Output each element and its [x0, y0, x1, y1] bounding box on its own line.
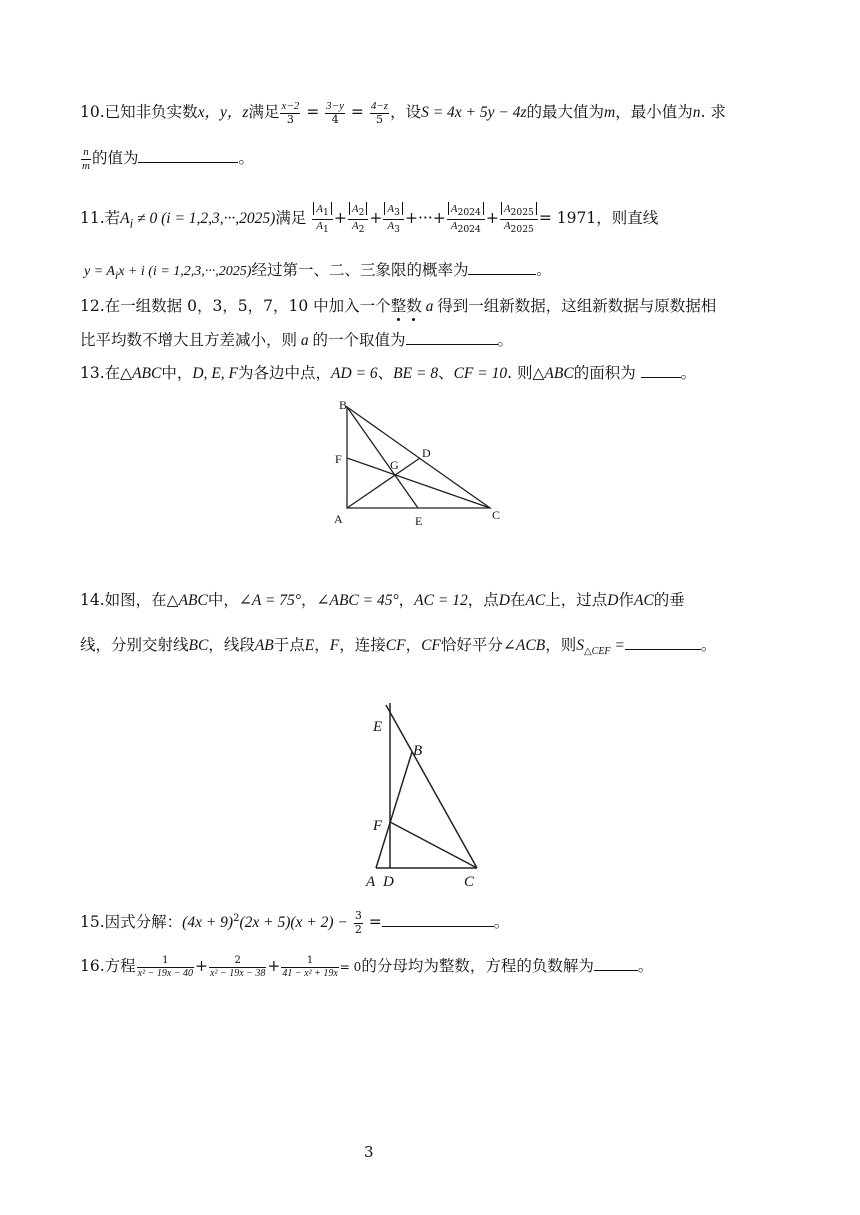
plus-sign: + [485, 209, 499, 228]
q13-end: 。 [680, 364, 697, 382]
term-a: A [316, 203, 324, 215]
q11-text-4: 经过第一、二、三象限的概率为 [251, 261, 469, 279]
question-number: 13. [80, 364, 105, 382]
label-f: F [373, 818, 383, 834]
term-sub: 3 [394, 207, 400, 219]
question-number: 15. [80, 913, 105, 932]
term-sub: 1 [323, 207, 329, 219]
q11-term-2025 [500, 203, 538, 235]
q14-cf: CF [385, 637, 406, 654]
q14-text-8: 线，分别交射线 [80, 636, 189, 654]
q10-text-3: ，设 [390, 103, 422, 122]
q11-term-2 [348, 203, 369, 235]
q13-ad: AD = 6 [331, 365, 378, 382]
fraction-numerator: 1 [281, 955, 338, 968]
q12-a: a [297, 332, 313, 349]
q16-eq-zero: = 0 [339, 960, 362, 974]
q11-term-2024 [447, 203, 485, 235]
q11-end: 。 [536, 263, 551, 279]
q13-text-4: . 则△ [507, 364, 545, 382]
q10-text-5: ，最小值为 [615, 103, 693, 122]
fraction-numerator: x−2 [281, 100, 300, 112]
answer-blank [641, 365, 681, 378]
term-sub: 2024 [457, 223, 481, 235]
q14-f: F [329, 637, 340, 654]
question-number: 11. [80, 209, 105, 228]
fraction-denominator: m [82, 159, 90, 172]
q14-text-11: ，连接 [339, 636, 386, 654]
question-10-line-1 [80, 100, 726, 126]
q13-cf: CF = 10 [453, 365, 508, 382]
q15-text-1: 因式分解： [104, 913, 183, 932]
q10-text-6: . 求 [700, 103, 726, 122]
q12-a: a [421, 298, 438, 315]
fraction-numerator: 1 [137, 955, 194, 968]
answer-blank [382, 914, 494, 927]
q11-text-3: ，则直线 [596, 209, 659, 228]
q15-exponent: 2 [233, 912, 240, 924]
term-sub: 3 [394, 223, 400, 235]
term-a: A [503, 203, 511, 215]
q14-ac: AC [525, 592, 546, 609]
q12-text-3: 比平均数不增大且方差减小，则 [80, 331, 298, 349]
q14-angle-b: ∠ABC = 45° [316, 592, 399, 609]
question-13-line-1 [80, 365, 696, 382]
label-b: B [339, 398, 348, 412]
q12-end: 。 [497, 331, 514, 349]
fraction-numerator: 3−y [326, 100, 344, 112]
label-f: F [335, 452, 342, 466]
q15-expression-1: (4x + 9) [182, 914, 234, 932]
plus-sign: + [267, 957, 281, 975]
q10-answer-fraction [81, 146, 91, 172]
question-12-line-1 [80, 299, 716, 315]
q14-eq: = [610, 637, 625, 654]
label-a: A [366, 874, 376, 890]
answer-blank [406, 332, 498, 345]
question-number: 10. [80, 103, 105, 122]
term-a: A [316, 219, 324, 232]
term-sub: 2025 [510, 223, 534, 235]
term-a: A [351, 219, 359, 232]
separator: 、 [377, 364, 394, 382]
label-a: A [334, 512, 343, 526]
q10-fraction-3 [370, 100, 389, 126]
label-e: E [373, 719, 383, 735]
q10-eq-1: = [306, 103, 320, 122]
q14-text-4: 在 [509, 591, 526, 609]
question-12-line-2 [80, 332, 513, 349]
fraction-denominator: 3 [286, 112, 294, 126]
fraction-numerator: n [81, 146, 91, 160]
q15-eq: = [368, 913, 382, 932]
median-ad [347, 458, 420, 508]
q14-text-13: ，则 [545, 636, 577, 654]
term-sub: 1 [323, 223, 329, 235]
term-sub: 2025 [510, 207, 534, 219]
plus-sign: + [432, 209, 446, 228]
q14-d: D [498, 592, 510, 609]
q16-fraction-3 [281, 955, 338, 979]
q10-variables: x，y，z [197, 104, 249, 122]
separator: ， [314, 636, 330, 654]
segment-ab [376, 752, 412, 868]
q14-text-9: ，线段 [208, 636, 255, 654]
fraction-denominator: 4 [331, 112, 339, 126]
q13-triangle-figure [330, 395, 510, 530]
q14-angle-acb: ∠ACB [502, 637, 546, 654]
q14-ac: AC = 12 [414, 592, 468, 609]
q11-line-sub: i [114, 268, 119, 282]
q15-expression-2: (2x + 5)(x + 2) − [239, 914, 348, 932]
term-a: A [387, 203, 395, 215]
q14-e: E [304, 637, 315, 654]
q12-text-1: 在一组数据 0，3，5，7，10 中加入一个 [104, 297, 391, 315]
plus-sign: + [369, 209, 383, 228]
q14-text-1: 如图，在△ [104, 591, 179, 609]
q15-fraction [354, 910, 363, 936]
q13-text-3: 为各边中点， [238, 364, 332, 382]
q11-cond-a: A [120, 210, 130, 228]
label-d: D [383, 874, 394, 890]
q13-abc: ABC [544, 365, 574, 382]
plus-sign: + [195, 957, 209, 975]
label-c: C [464, 874, 475, 890]
question-16-line [80, 955, 653, 979]
q14-triangle-figure [360, 700, 500, 890]
fraction-denominator: 41 − x² + 19x [282, 967, 338, 979]
plus-sign: + [333, 209, 347, 228]
plus-sign: + [404, 209, 418, 228]
term-sub: 2 [358, 223, 365, 235]
separator: 、 [438, 364, 454, 382]
q14-ac: AC [633, 592, 654, 609]
q16-fraction-1 [137, 955, 194, 979]
q16-end: 。 [637, 957, 654, 975]
q10-eq-2: = [350, 103, 364, 122]
q16-text-2: 的分母均为整数，方程的负数解为 [361, 957, 594, 975]
term-a: A [450, 219, 458, 232]
answer-blank [468, 262, 536, 275]
question-10-line-2 [80, 146, 254, 172]
q11-text-2: 满足 [275, 209, 307, 228]
separator: ， [405, 636, 422, 654]
q10-text-4: 的最大值为 [526, 103, 605, 122]
q11-line-eq: y = A [84, 264, 115, 279]
q10-m: m [604, 104, 616, 122]
q14-end: 。 [700, 636, 717, 654]
q13-text-1: 在△ [104, 364, 133, 382]
q10-end: 。 [238, 149, 254, 168]
question-11-line-2 [84, 262, 550, 281]
q14-text-12: 恰好平分 [440, 636, 503, 654]
q13-def: D, E, F [192, 365, 239, 382]
q10-fraction-1 [280, 100, 300, 126]
ellipsis: ··· [417, 209, 433, 228]
q14-cf: CF [421, 637, 441, 654]
term-a: A [450, 203, 458, 215]
term-a: A [387, 219, 395, 232]
q10-text-2: 满足 [248, 103, 280, 122]
question-number: 16. [80, 957, 105, 975]
q13-be: BE = 8 [393, 365, 439, 382]
q13-abc: ABC [132, 365, 162, 382]
term-a: A [351, 203, 359, 215]
answer-blank [594, 958, 638, 971]
median-cf [347, 458, 490, 508]
q10-fraction-2 [325, 100, 345, 126]
q11-line-rest: x + i (i = 1,2,3,···,2025) [118, 264, 252, 279]
q11-text-1: 若 [104, 209, 121, 228]
fraction-numerator: 3 [354, 909, 362, 922]
answer-blank [138, 150, 238, 163]
q12-text-2: 得到一组新数据，这组新数据与原数据相 [437, 297, 717, 315]
fraction-numerator: 2 [209, 955, 266, 968]
q14-s: S [576, 637, 584, 654]
q16-fraction-2 [209, 955, 266, 979]
emphasis-char: 整 [390, 297, 407, 315]
q10-n: n [692, 104, 701, 122]
fraction-numerator: 4−z [370, 100, 389, 112]
question-number: 14. [80, 591, 105, 609]
q14-text-2: 中， [207, 591, 239, 609]
q12-text-4: 的一个取值为 [312, 331, 406, 349]
question-14-line-2 [80, 637, 716, 657]
separator: ， [300, 591, 317, 609]
fraction-denominator: 2 [354, 922, 362, 936]
q11-cond-sub: i [129, 215, 134, 231]
separator: ， [398, 591, 415, 609]
label-g: G [390, 458, 399, 472]
fraction-denominator: x² − 19x − 38 [210, 967, 266, 979]
q14-d: D [607, 592, 619, 609]
fraction-denominator: 5 [375, 112, 383, 126]
q10-expression: S = 4x + 5y − 4z [421, 104, 527, 122]
q11-result: = 1971 [538, 209, 597, 228]
q14-text-10: 于点 [273, 636, 305, 654]
q14-ab: AB [254, 637, 274, 654]
answer-blank [625, 637, 701, 650]
q14-bc: BC [188, 637, 209, 654]
q15-end: 。 [493, 913, 510, 932]
q16-text-1: 方程 [104, 957, 136, 975]
q13-text-5: 的面积为 [573, 364, 636, 382]
q13-text-2: 中， [161, 364, 193, 382]
question-11-line-1 [80, 203, 658, 235]
term-sub: 2 [358, 207, 365, 219]
q14-angle-a: ∠A = 75° [238, 592, 301, 609]
label-d: D [422, 446, 431, 460]
q14-text-5: 上，过点 [545, 591, 608, 609]
q14-text-7: 的垂 [653, 591, 685, 609]
question-14-line-1 [80, 593, 685, 609]
fraction-denominator: x² − 19x − 40 [137, 967, 194, 979]
label-b: B [413, 743, 423, 759]
page-number: 3 [364, 1143, 374, 1161]
q11-term-3 [383, 203, 404, 235]
emphasis-char: 数 [406, 297, 422, 315]
q11-cond-rest: ≠ 0 (i = 1,2,3,···,2025) [133, 210, 276, 228]
q14-text-3: ，点 [467, 591, 499, 609]
term-a: A [503, 219, 511, 232]
q14-abc: ABC [178, 592, 208, 609]
median-be [347, 407, 418, 508]
q11-term-1 [312, 203, 333, 235]
q10-text-7: 的值为 [91, 149, 139, 168]
q14-s-sub: △CEF [583, 646, 611, 658]
term-sub: 2024 [457, 207, 481, 219]
q10-text-1: 已知非负实数 [104, 103, 198, 122]
label-e: E [415, 514, 423, 528]
label-c: C [492, 508, 501, 522]
q14-text-6: 作 [618, 591, 634, 609]
question-number: 12. [80, 297, 105, 315]
question-15-line [80, 910, 509, 936]
